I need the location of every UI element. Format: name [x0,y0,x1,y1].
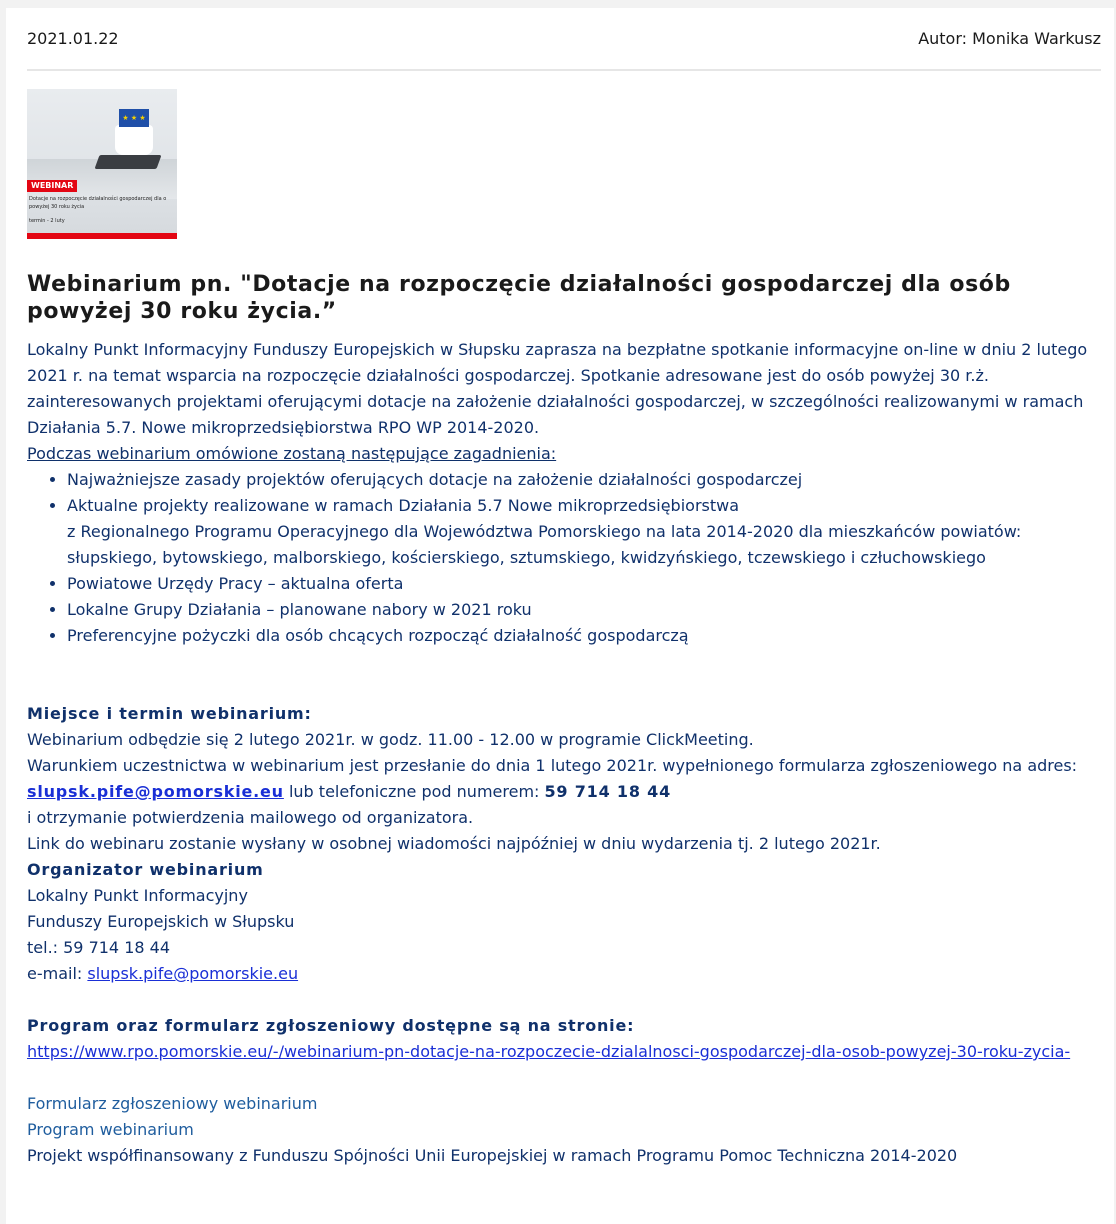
article-meta [27,27,1101,51]
divider [27,69,1101,71]
organizer-tel: tel.: 59 714 18 44 [27,938,170,957]
organizer-email-link[interactable]: slupsk.pife@pomorskie.eu [87,964,299,983]
article-thumbnail[interactable] [27,89,177,239]
article-date: 2021.01.22 [27,29,119,48]
thumbnail-stand [115,125,153,155]
list-item [67,493,1097,571]
spacer [27,1065,1097,1091]
thumbnail-caption: Dotacje na rozpoczęcie działalności gospodarczej dla o [29,196,167,202]
article-author: Autor: Monika Warkusz [918,29,1101,48]
place-line: Link do webinaru zostanie wysłany w osobnej wiadomości najpóźniej w dniu wydarzenia tj. 2 lutego 2021r. [27,834,881,853]
place-heading: Miejsce i termin webinarium: [27,704,312,723]
program-link[interactable]: Program webinarium [27,1120,194,1139]
list-item-text: Aktualne projekty realizowane w ramach Działania 5.7 Nowe mikroprzedsiębiorstwa [67,496,740,515]
spacer [27,649,1097,701]
place-line: Webinarium odbędzie się 2 lutego 2021r. w godz. 11.00 - 12.00 w programie ClickMeeting. [27,730,754,749]
organizer-email-label: e-mail: [27,964,88,983]
organizer-line: Lokalny Punkt Informacyjny [27,886,248,905]
article-page [6,8,1114,1224]
thumbnail-badge: WEBINAR [27,180,77,192]
funding-note: Projekt współfinansowany z Funduszu Spójności Unii Europejskiej w ramach Programu Pomoc Techniczna 2014-2020 [27,1146,958,1165]
organizer-email-line [27,961,1097,987]
list-item: • Lokalne Grupy Działania – planowane nabory w 2021 roku [67,597,1097,623]
list-item: • Najważniejsze zasady projektów oferujących dotacje na założenie działalności gospodarczej [67,467,1097,493]
eu-flag-icon: ★ ★ ★ [119,109,149,127]
topics-list [27,467,1097,649]
intro-paragraph: Lokalny Punkt Informacyjny Funduszy Europejskich w Słupsku zaprasza na bezpłatne spotkanie informacyjne on-line w dniu 2 lutego 2021 r. na temat wsparcia na rozpoczęcie działalności gospodarczej. Spotkanie adresowane jest do osób powyżej 30 r.ż. zainteresowanych projektami oferującymi dotacje na założenie działalności gospodarczej, w szczególności realizowanymi w ramach Działania 5.7. Nowe mikroprzedsiębiorstwa RPO WP 2014-2020. [27,340,1088,437]
place-line [27,753,1097,805]
article-body [27,337,1097,1169]
notebook-icon [94,155,161,169]
article-title: Webinarium pn. "Dotacje na rozpoczęcie działalności gospodarczej dla osób powyżej 30 roku życia.” [27,271,1011,324]
organizer-line: Funduszy Europejskich w Słupsku [27,912,295,931]
form-link[interactable]: Formularz zgłoszeniowy webinarium [27,1094,318,1113]
program-url-link[interactable]: https://www.rpo.pomorskie.eu/-/webinarium-pn-dotacje-na-rozpoczecie-dzialalnosci-gospodarczej-dla-osob-powyzej-30-roku-zycia- [27,1042,1071,1061]
organizer-heading: Organizator webinarium [27,860,264,879]
list-item: • Powiatowe Urzędy Pracy – aktualna oferta [67,571,1097,597]
spacer [27,987,1097,1013]
topics-heading: Podczas webinarium omówione zostaną następujące zagadnienia: [27,444,557,463]
thumbnail-caption: powyżej 30 roku życia [29,204,85,210]
program-url-line [27,1039,1097,1065]
list-item: • Preferencyjne pożyczki dla osób chcących rozpocząć działalność gospodarczą [67,623,1097,649]
list-item-text: z Regionalnego Programu Operacyjnego dla Województwa Pomorskiego na lata 2014-2020 dla mieszkańców powiatów: słupskiego, bytowskiego, malborskiego, kościerskiego, sztumskiego, kwidzyńskiego, tczewskiego i człuchowskiego [67,522,1022,567]
place-line: i otrzymanie potwierdzenia mailowego od organizatora. [27,808,474,827]
place-line-text: Warunkiem uczestnictwa w webinarium jest przesłanie do dnia 1 lutego 2021r. wypełnionego formularza zgłoszeniowego na adres: [27,756,1078,775]
phone-number: 59 714 18 44 [544,782,672,801]
program-heading: Program oraz formularz zgłoszeniowy dostępne są na stronie: [27,1016,635,1035]
email-link[interactable]: slupsk.pife@pomorskie.eu [27,782,284,801]
thumbnail-caption: termin - 2 luty [29,218,65,224]
phone-prefix: lub telefoniczne pod numerem: [283,782,545,801]
thumbnail-accent-bar [27,233,177,239]
